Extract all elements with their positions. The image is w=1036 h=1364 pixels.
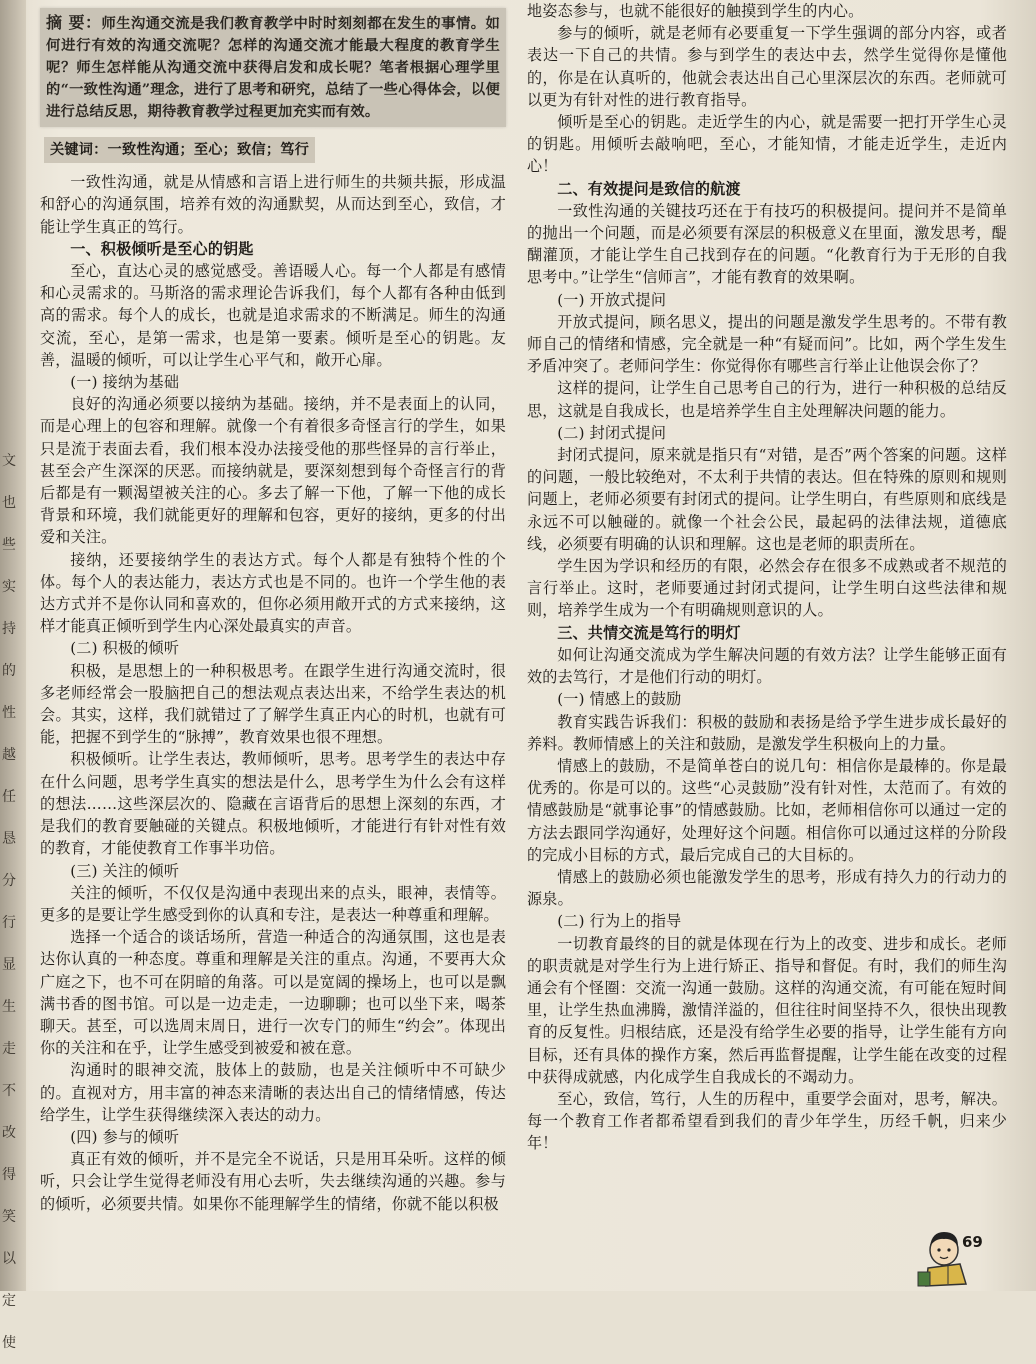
margin-glyph: 不 (2, 1083, 16, 1099)
subsection-heading: (一) 接纳为基础 (70, 373, 180, 392)
body-paragraph: 一切教育最终的目的就是体现在行为上的改变、进步和成长。老师的职责就是对学生行为上进行矫正、指导和督促。有时，我们的师生沟通会有个怪圈：交流一沟通一鼓励。这样的沟通交流，有可能在短时间里，让学生热血沸腾，激情洋溢的，但往往时间坚持不久，很快出现教育的反复性。归根结底，还是没有给学生必要的指导，让学生能有方向目标，还有具体的操作方案，然后再监督提醒，让学生能在改变的过程中获得成就感，内化成学生自我成长的不竭动力。 (527, 934, 1007, 1086)
margin-glyph: 走 (2, 1041, 16, 1057)
body-paragraph: 一致性沟通，就是从情感和言语上进行师生的共频共振，形成温和舒心的沟通氛围，培养有效的沟通默契，从而达到至心，致信，才能让学生真正的笃行。 (40, 173, 506, 236)
body-paragraph: 情感上的鼓励，不是简单苍白的说几句：相信你是最棒的。你是最优秀的。你是可以的。这些“心灵鼓励”没有针对性，太范而了。有效的情感鼓励是“就事论事”的情感鼓励。比如，老师相信你可以通过一定的方法去跟同学沟通好，处理好这个问题。相信你可以通过这样的分阶段的完成小目标的方式，最后完成自己的大目标的。 (527, 756, 1007, 864)
margin-glyph: 些 (2, 537, 16, 553)
continued-paragraph: 地姿态参与，也就不能很好的触摸到学生的内心。 (527, 2, 864, 20)
keywords-line: 关键词：一致性沟通；至心；致信；笃行 (44, 137, 315, 163)
body-paragraph: 积极，是思想上的一种积极思考。在跟学生进行沟通交流时，很多老师经常会一股脑把自己的想法观点表达出来，不给学生表达的机会。其实，这样，我们就错过了了解学生真正内心的时机，也就有可能，把握不到学生的“脉搏”，教育效果也很不理想。 (40, 661, 506, 747)
margin-glyph: 笑 (2, 1209, 16, 1225)
margin-glyph: 以 (2, 1251, 16, 1267)
subsection-heading: (二) 行为上的指导 (557, 912, 682, 931)
margin-glyph: 越 (2, 747, 16, 763)
body-paragraph: 至心，致信，笃行，人生的历程中，重要学会面对，思考，解决。每一个教育工作者都希望看到我们的青少年学生，历经千帆，归来少年！ (527, 1089, 1007, 1153)
margin-glyph: 恳 (2, 831, 16, 847)
margin-glyph: 性 (2, 705, 16, 721)
abstract-box (40, 8, 506, 127)
margin-glyph: 得 (2, 1167, 16, 1183)
body-paragraph: 封闭式提问，原来就是指只有“对错，是否”两个答案的问题。这样的问题，一般比较绝对，不太利于共情的表达。但在特殊的原则和规则问题上，老师必须要有封闭式的提问。让学生明白，有些原则和底线是永远不可以触碰的。就像一个社会公民，最起码的法律法规，道德底线，必须要有明确的认识和理解。这也是老师的职责所在。 (527, 446, 1007, 553)
body-paragraph: 良好的沟通必须要以接纳为基础。接纳，并不是表面上的认同，而是心理上的包容和理解。就像一个有着很多奇怪言行的学生，如果只是流于表面去看，我们根本没办法接受他的那些怪异的言行举止，甚至会产生深深的厌恶。而接纳就是，要深刻想到每个奇怪言行的背后都是有一颗渴望被关注的心。多去了解一下他，了解一下他的成长背景和环境，我们就能更好的理解和包容，更好的接纳，更多的付出爱和关注。 (40, 395, 506, 547)
margin-glyph: 改 (2, 1125, 16, 1141)
section-heading: 三、共情交流是笃行的明灯 (557, 623, 741, 642)
right-body-text (527, 0, 1007, 1155)
margin-glyph: 的 (2, 663, 16, 679)
body-paragraph: 接纳，还要接纳学生的表达方式。每个人都是有独特个性的个体。每个人的表达能力，表达方式也是不同的。也许一个学生他的表达方式并不是你认同和喜欢的，但你必须用敞开式的方式来接纳，这样才能真正倾听到学生内心深处最真实的声音。 (40, 550, 506, 636)
abstract-text: 师生沟通交流是我们教育教学中时时刻刻都在发生的事情。如何进行有效的沟通交流呢？怎样的沟通交流才能最大程度的教育学生呢？师生怎样能从沟通交流中获得启发和成长呢？笔者根据心理学里的“一致性沟通”理念，进行了思考和研究，总结了一些心得体会，以便进行总结反思，期待教育教学过程更加充实而有效。 (46, 16, 500, 120)
body-paragraph: 真正有效的倾听，并不是完全不说话，只是用耳朵听。这样的倾听，只会让学生觉得老师没有用心去听，失去继续沟通的兴趣。参与的倾听，必须要共情。如果你不能理解学生的情绪，你就不能以积极 (40, 1150, 506, 1213)
margin-glyph: 持 (2, 621, 16, 637)
subsection-heading: (一) 情感上的鼓励 (557, 690, 682, 709)
body-paragraph: 沟通时的眼神交流，肢体上的鼓励，也是关注倾听中不可缺少的。直视对方，用丰富的神态来清晰的表达出自己的情绪情感，传达给学生，让学生获得继续深入表达的动力。 (40, 1061, 506, 1124)
body-paragraph: 如何让沟通交流成为学生解决问题的有效方法？让学生能够正面有效的去笃行，才是他们行动的明灯。 (527, 645, 1007, 687)
body-paragraph: 开放式提问，顾名思义，提出的问题是激发学生思考的。不带有教师自己的情绪和情感，完全就是一种“有疑而问”。比如，两个学生发生矛盾冲突了。老师问学生：你觉得你有哪些言行举止让他误会你了？ (527, 312, 1007, 376)
section-heading: 一、积极倾听是至心的钥匙 (70, 239, 254, 258)
margin-glyph: 显 (2, 957, 16, 973)
body-paragraph: 关注的倾听，不仅仅是沟通中表现出来的点头，眼神，表情等。更多的是要让学生感受到你的认真和专注，是表达一种尊重和理解。 (40, 883, 506, 924)
side-tab-decoration (0, 1130, 12, 1230)
left-column (40, 8, 506, 1215)
body-paragraph: 一致性沟通的关键技巧还在于有技巧的积极提问。提问并不是简单的抛出一个问题，而是必须要有深层的积极意义在里面，激发思考，醍醐灌顶，才能让学生自己找到存在的问题。“化教育行为于无形的自我思考中。”让学生“信师言”，才能有教育的效果啊。 (527, 201, 1007, 287)
subsection-heading: (二) 积极的倾听 (70, 639, 180, 658)
margin-glyph: 使 (2, 1335, 16, 1351)
body-paragraph: 情感上的鼓励必须也能激发学生的思考，形成有持久力的行动力的源泉。 (527, 867, 1007, 909)
body-paragraph: 至心，直达心灵的感觉感受。善语暖人心。每一个人都是有感情和心灵需求的。马斯洛的需求理论告诉我们，每个人都有各种由低到高的需求。每个人的成长，也就是追求需求的不断满足。师生的沟通交流，至心，是第一需求，也是第一要素。倾听是至心的钥匙。友善，温暖的倾听，可以让学生心平气和，敞开心扉。 (40, 262, 506, 369)
body-paragraph: 这样的提问，让学生自己思考自己的行为，进行一种积极的总结反思，这就是自我成长，也是培养学生自主处理解决问题的能力。 (527, 379, 1007, 420)
subsection-heading: (三) 关注的倾听 (70, 861, 180, 880)
subsection-heading: (四) 参与的倾听 (70, 1127, 180, 1146)
margin-glyph: 分 (2, 873, 16, 889)
margin-glyph: 任 (2, 789, 16, 805)
body-paragraph: 倾听是至心的钥匙。走近学生的内心，就是需要一把打开学生心灵的钥匙。用倾听去敲响吧，至心，才能知情，才能走近学生，走近内心！ (527, 113, 1007, 176)
subsection-heading: (二) 封闭式提问 (557, 423, 667, 442)
margin-glyph: 文 (2, 453, 16, 469)
body-paragraph: 参与的倾听，就是老师有必要重复一下学生强调的部分内容，或者表达一下自己的共情。参与到学生的表达中去，然学生觉得你是懂他的，你是在认真听的，他就会表达出自己心里深层次的东西。老师就可以更为有针对性的进行教育指导。 (527, 24, 1007, 109)
body-paragraph: 积极倾听。让学生表达，教师倾听，思考。思考学生的表达中存在什么问题，思考学生真实的想法是什么，思考学生为什么会有这样的想法……这些深层次的、隐藏在言语背后的思想上深刻的东西，才是我们的教育要触碰的关键点。积极地倾听，才能进行有针对性有效的教育，才能使教育工作事半功倍。 (40, 750, 506, 858)
right-column (527, 0, 1007, 1155)
margin-glyph: 定 (2, 1293, 16, 1309)
left-body-text (40, 171, 506, 1215)
margin-glyph: 行 (2, 915, 16, 931)
body-paragraph: 选择一个适合的谈话场所，营造一种适合的沟通氛围，这也是表达你认真的一种态度。尊重和理解是关注的重点。沟通，不要再大众广庭之下，也不可在阴暗的角落。可以是宽阔的操场上，也可以是飘满书香的图书馆。可以是一边走走，一边聊聊；也可以坐下来，喝茶聊天。甚至，可以选周末周日，进行一次专门的师生“约会”。体现出你的关注和在乎，让学生感受到被爱和被在意。 (40, 928, 506, 1058)
abstract-label: 摘 要： (46, 13, 102, 32)
margin-glyph: 实 (2, 579, 16, 595)
body-paragraph: 学生因为学识和经历的有限，必然会存在很多不成熟或者不规范的言行举止。这时，老师要通过封闭式提问，让学生明白这些法律和规则，培养学生成为一个有明确规则意识的人。 (527, 557, 1007, 620)
margin-glyph: 也 (2, 495, 16, 511)
body-paragraph: 教育实践告诉我们：积极的鼓励和表扬是给予学生进步成长最好的养料。教师情感上的关注和鼓励，是激发学生积极向上的力量。 (527, 712, 1007, 753)
margin-glyph: 生 (2, 999, 16, 1015)
subsection-heading: (一) 开放式提问 (557, 290, 667, 309)
page-number: 69 (962, 1233, 983, 1251)
section-heading: 二、有效提问是致信的航渡 (557, 179, 741, 198)
